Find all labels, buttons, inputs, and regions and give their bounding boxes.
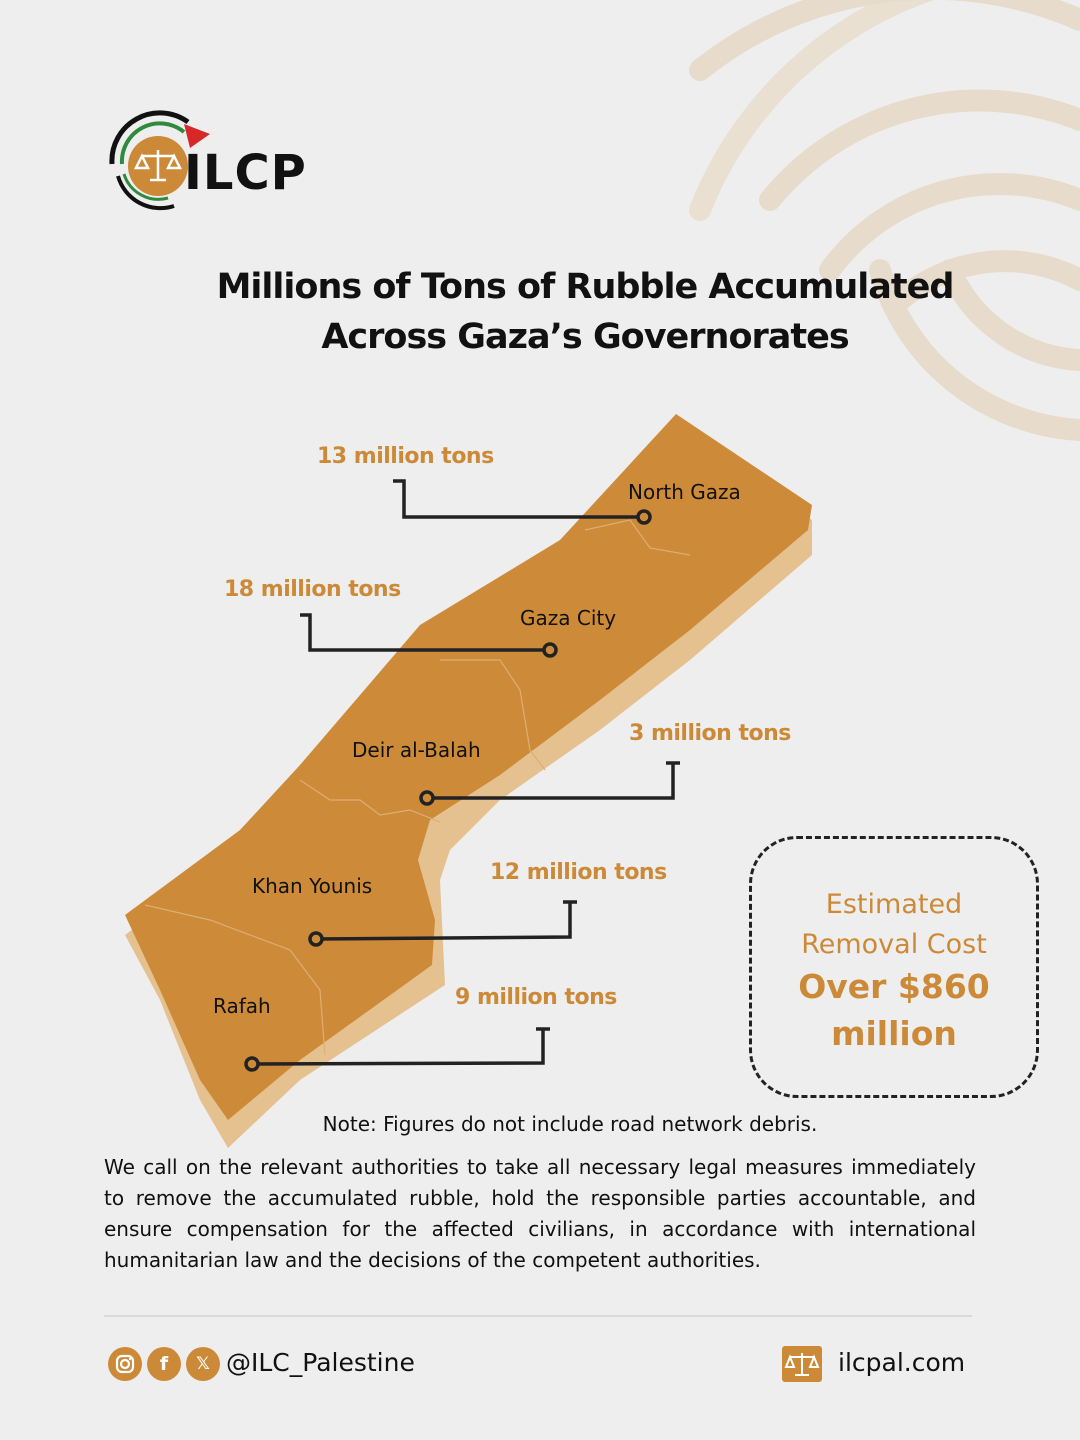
cost-label-line2: Removal Cost bbox=[801, 929, 987, 960]
cost-value-line2: million bbox=[831, 1014, 957, 1053]
tons-gaza-city: 18 million tons bbox=[224, 577, 401, 602]
logo-text: ILCP bbox=[184, 145, 307, 201]
estimated-cost-box bbox=[749, 836, 1039, 1098]
social-handle[interactable]: @ILC_Palestine bbox=[226, 1348, 415, 1377]
point-khan-younis bbox=[310, 933, 322, 945]
instagram-icon[interactable] bbox=[108, 1347, 142, 1381]
tons-rafah: 9 million tons bbox=[455, 985, 617, 1010]
point-deir-al-balah bbox=[421, 792, 433, 804]
scales-icon bbox=[782, 1346, 822, 1382]
page-title-line2: Across Gaza’s Governorates bbox=[321, 317, 849, 357]
label-deir-al-balah: Deir al-Balah bbox=[352, 738, 481, 762]
label-gaza-city: Gaza City bbox=[520, 606, 617, 630]
cost-label-line1: Estimated bbox=[825, 889, 963, 920]
note-text: Note: Figures do not include road network debris. bbox=[322, 1112, 818, 1136]
website-link[interactable]: ilcpal.com bbox=[838, 1348, 966, 1377]
label-north-gaza: North Gaza bbox=[628, 480, 741, 504]
facebook-icon[interactable]: f bbox=[147, 1347, 181, 1381]
tons-north-gaza: 13 million tons bbox=[317, 444, 494, 469]
tons-khan-younis: 12 million tons bbox=[490, 860, 667, 885]
tons-deir-al-balah: 3 million tons bbox=[629, 721, 791, 746]
point-gaza-city bbox=[544, 644, 556, 656]
point-north-gaza bbox=[638, 511, 650, 523]
x-icon[interactable]: 𝕏 bbox=[186, 1347, 220, 1381]
page-title-line1: Millions of Tons of Rubble Accumulated bbox=[216, 267, 954, 307]
cost-value-line1: Over $860 bbox=[798, 967, 990, 1006]
footer-divider bbox=[104, 1315, 972, 1317]
point-rafah bbox=[246, 1058, 258, 1070]
label-khan-younis: Khan Younis bbox=[252, 874, 373, 898]
label-rafah: Rafah bbox=[213, 994, 271, 1018]
body-paragraph: We call on the relevant authorities to take all necessary legal measures immediately to remove the accumulated rubble, hold the responsible parties accountable, and ensure compensation for the affected civilians, in accordance with international humanitarian law and the decisions of the competent authorities. bbox=[104, 1155, 976, 1272]
